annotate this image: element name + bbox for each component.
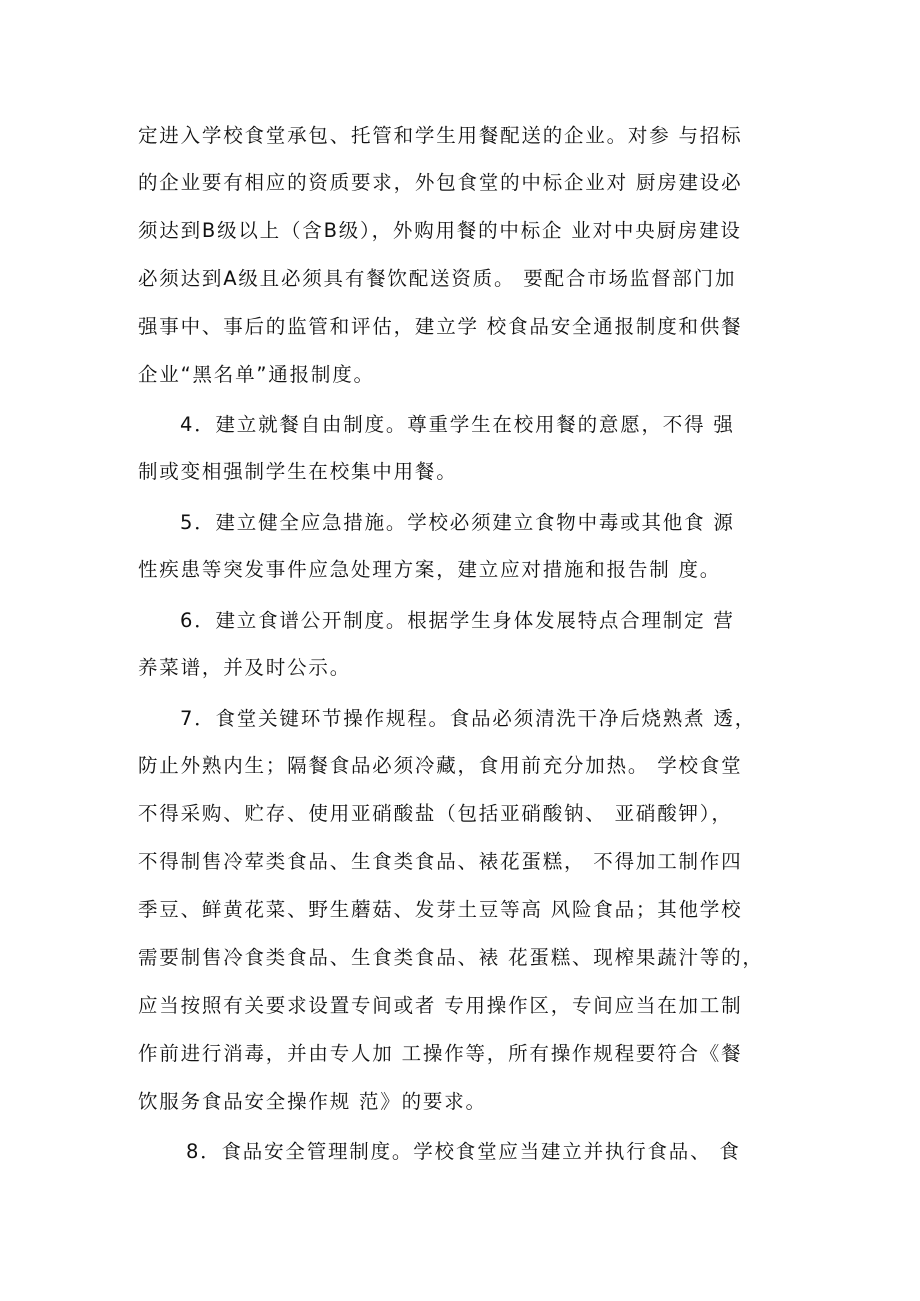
text-line: 强事中、事后的监管和评估，建立学 校食品安全通报制度和供餐: [138, 315, 743, 338]
text-line: 作前进行消毒，并由专人加 工操作等，所有操作规程要符合《餐: [138, 1042, 743, 1065]
text-line: 需要制售冷食类食品、生食类食品、裱 花蛋糕、现榨果蔬汁等的，: [138, 946, 764, 969]
text-line: 制或变相强制学生在校集中用餐。: [138, 460, 458, 483]
paragraph-4-line: 4．建立就餐自由制度。尊重学生在校用餐的意愿，不得 强: [180, 413, 735, 436]
paragraph-8-line: 8．食品安全管理制度。学校食堂应当建立并执行食品、 食: [186, 1140, 741, 1163]
text-line: 企业“黑名单”通报制度。: [138, 363, 375, 386]
text-line: 须达到B级以上（含B级），外购用餐的中标企 业对中央厨房建设: [138, 219, 742, 242]
text-line: 的企业要有相应的资质要求，外包食堂的中标企业对 厨房建设必: [138, 171, 743, 194]
text-line: 性疾患等突发事件应急处理方案，建立应对措施和报告制 度。: [138, 558, 722, 581]
paragraph-6-line: 6．建立食谱公开制度。根据学生身体发展特点合理制定 营: [180, 609, 735, 632]
paragraph-5-line: 5．建立健全应急措施。学校必须建立食物中毒或其他食 源: [180, 511, 735, 534]
text-line: 饮服务食品安全操作规 范》的要求。: [138, 1090, 487, 1113]
text-line: 必须达到A级且必须具有餐饮配送资质。 要配合市场监督部门加: [138, 267, 737, 290]
text-line: 养菜谱，并及时公示。: [138, 656, 352, 679]
text-line: 不得采购、贮存、使用亚硝酸盐（包括亚硝酸钠、 亚硝酸钾），: [138, 802, 733, 825]
text-line: 季豆、鲜黄花菜、野生蘑菇、发芽土豆等高 风险食品；其他学校: [138, 898, 743, 921]
text-line: 应当按照有关要求设置专间或者 专用操作区，专间应当在加工制: [138, 994, 743, 1017]
text-line: 不得制售冷荤类食品、生食类食品、裱花蛋糕， 不得加工制作四: [138, 850, 743, 873]
text-line: 防止外熟内生；隔餐食品必须冷藏，食用前充分加热。 学校食堂: [138, 754, 743, 777]
paragraph-7-line: 7．食堂关键环节操作规程。食品必须清洗干净后烧熟煮 透，: [180, 707, 757, 730]
text-line: 定进入学校食堂承包、托管和学生用餐配送的企业。对参 与招标: [138, 124, 743, 147]
